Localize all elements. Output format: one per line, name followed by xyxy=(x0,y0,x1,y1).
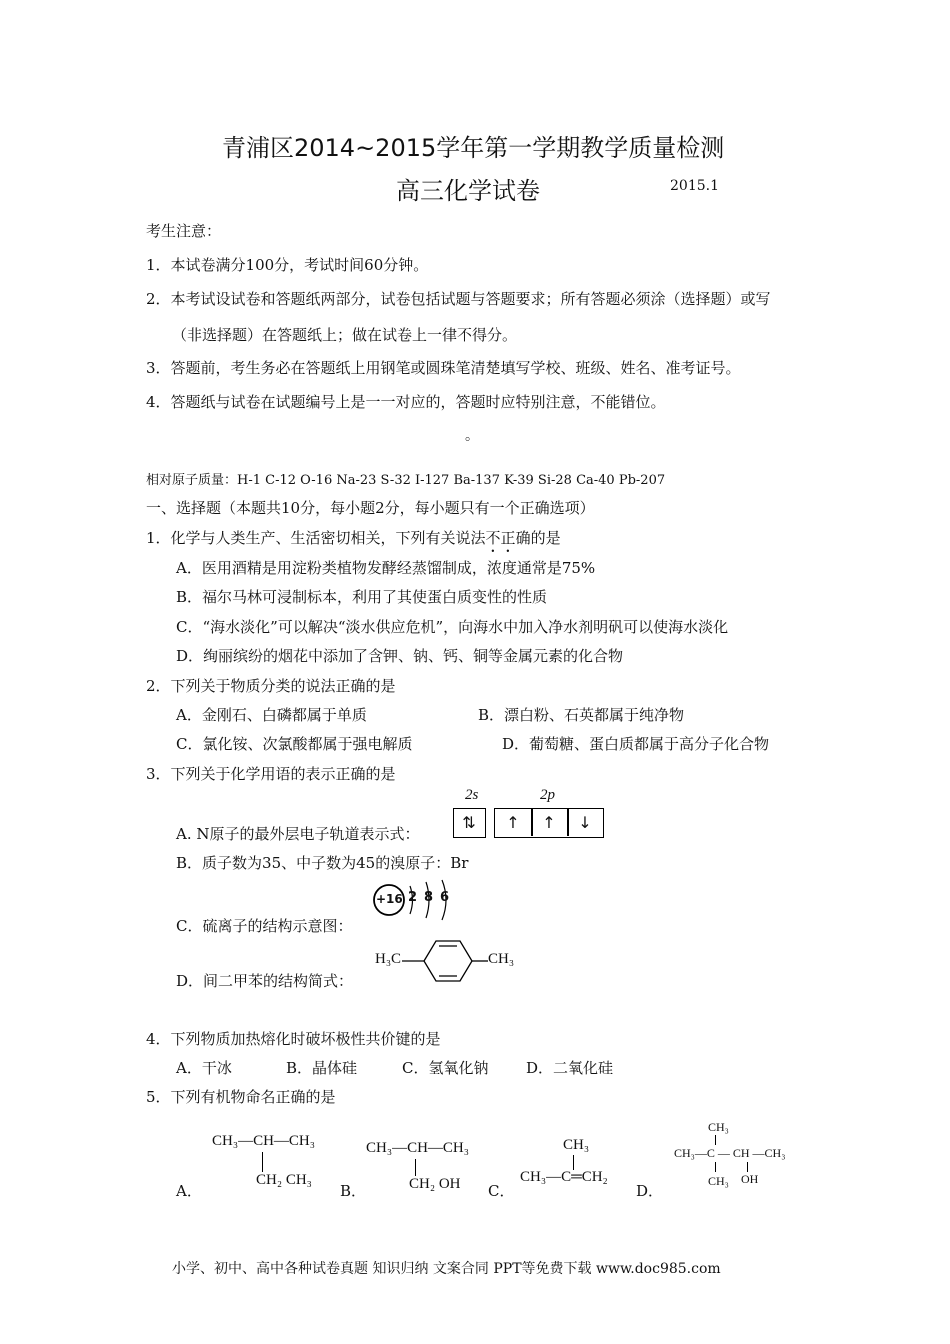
orbital-arrow-2p-3: ↓ xyxy=(578,813,592,832)
struct-d-main-chain: CH₃—C — CH —CH₃ xyxy=(674,1146,786,1160)
q2-option: C．氯化铵、次氯酸都属于强电解质 xyxy=(176,735,413,753)
notice-item: 1．本试卷满分100分，考试时间60分钟。 xyxy=(146,256,429,274)
page-title: 青浦区2014~2015学年第一学期教学质量检测 xyxy=(222,134,725,162)
orbital-box-2p xyxy=(494,808,604,838)
q1-option: A．医用酒精是用淀粉类植物发酵经蒸馏制成，浓度通常是75% xyxy=(176,559,596,577)
struct-c-bond xyxy=(573,1155,574,1170)
notice-item: （非选择题）在答题纸上；做在试卷上一律不得分。 xyxy=(172,326,518,344)
q1-stem-emphasis: 不正 xyxy=(485,529,516,547)
ion-shell-3: 6 xyxy=(440,890,450,905)
q5-label-d: D． xyxy=(636,1182,664,1200)
struct-d-bond-bottom xyxy=(715,1162,716,1172)
orbital-label-2p: 2p xyxy=(540,787,555,803)
struct-d-hydroxyl: OH xyxy=(741,1172,759,1186)
page-footer: 小学、初中、高中各种试卷真题 知识归纳 文案合同 PPT等免费下载 www.doc985.com xyxy=(172,1261,721,1277)
q2-option: B．漂白粉、石英都属于纯净物 xyxy=(478,706,685,724)
q5-label-a: A． xyxy=(176,1182,202,1200)
orbital-arrow-2p-2: ↑ xyxy=(542,813,556,832)
q4-option: D．二氧化硅 xyxy=(526,1059,614,1077)
exam-date: 2015.1 xyxy=(670,178,719,194)
orbital-arrows-2s: ⇅ xyxy=(462,813,476,832)
q5-label-b: B． xyxy=(340,1182,367,1200)
q1-stem-pre: 1．化学与人类生产、生活密切相关，下列有关说法 xyxy=(146,529,486,547)
benzene-ring-icon xyxy=(400,936,490,986)
q4-option: A．干冰 xyxy=(176,1059,232,1077)
q1-option: C．“海水淡化”可以解决“淡水供应危机”，向海水中加入净水剂明矾可以使海水淡化 xyxy=(176,618,729,636)
question-4-stem: 4．下列物质加热熔化时破坏极性共价键的是 xyxy=(146,1030,441,1048)
q4-option: C．氢氧化钠 xyxy=(402,1059,489,1077)
q1-stem-post: 确的是 xyxy=(515,529,561,547)
struct-b-bond xyxy=(415,1159,416,1176)
ion-nucleus-charge: +16 xyxy=(376,892,403,906)
notice-item: 4．答题纸与试卷在试题编号上是一一对应的，答题时应特别注意，不能错位。 xyxy=(146,393,666,411)
ion-shell-1: 2 xyxy=(408,890,418,905)
struct-d-bond-top xyxy=(715,1135,716,1145)
section-heading: 一、选择题（本题共10分，每小题2分，每小题只有一个正确选项） xyxy=(146,499,595,517)
notice-item: 3．答题前，考生务必在答题纸上用钢笔或圆珠笔清楚填写学校、班级、姓名、准考证号。 xyxy=(146,359,741,377)
orbital-label-2s: 2s xyxy=(465,787,479,803)
struct-c-main-chain: CH₃—C═CH₂ xyxy=(520,1169,608,1185)
q3-option-b: B．质子数为35、中子数为45的溴原子：Br xyxy=(176,854,469,872)
notice-item: 2．本考试设试卷和答题纸两部分，试卷包括试题与答题要求；所有答题必须涂（选择题）或写 xyxy=(146,290,771,308)
ion-shell-2: 8 xyxy=(424,890,434,905)
xylene-right-group: CH₃ xyxy=(488,951,515,967)
q3-option-d: D．间二甲苯的结构简式： xyxy=(176,972,354,990)
notice-heading: 考生注意： xyxy=(146,222,222,240)
q3-option-c: C．硫离子的结构示意图： xyxy=(176,917,353,935)
struct-d-top-methyl: CH₃ xyxy=(708,1120,729,1134)
q4-option: B．晶体硅 xyxy=(286,1059,358,1077)
struct-a-main-chain: CH₃—CH—CH₃ xyxy=(212,1133,315,1149)
struct-d-bond-oh xyxy=(747,1162,748,1172)
struct-b-main-chain: CH₃—CH—CH₃ xyxy=(366,1140,469,1156)
page-subtitle: 高三化学试卷 xyxy=(396,177,540,205)
q2-option: A．金刚石、白磷都属于单质 xyxy=(176,706,367,724)
atomic-masses: 相对原子质量：H-1 C-12 O-16 Na-23 S-32 I-127 Ba-137 K-39 Si-28 Ca-40 Pb-207 xyxy=(146,473,666,488)
question-2-stem: 2．下列关于物质分类的说法正确的是 xyxy=(146,677,396,695)
question-5-stem: 5．下列有机物命名正确的是 xyxy=(146,1088,336,1106)
q2-option: D．葡萄糖、蛋白质都属于高分子化合物 xyxy=(502,735,770,753)
struct-d-bottom-methyl: CH₃ xyxy=(708,1174,729,1188)
orbital-box-2s xyxy=(453,808,486,838)
q1-option: B．福尔马林可浸制标本，利用了其使蛋白质变性的性质 xyxy=(176,588,548,606)
q1-option: D．绚丽缤纷的烟花中添加了含钾、钠、钙、铜等金属元素的化合物 xyxy=(176,647,624,665)
question-1-stem xyxy=(146,527,561,556)
q5-label-c: C． xyxy=(488,1182,515,1200)
struct-a-bond xyxy=(262,1152,263,1172)
stray-mark: 。 xyxy=(465,428,479,444)
q3-option-a: A. N原子的最外层电子轨道表示式： xyxy=(176,825,420,843)
orbital-arrow-2p-1: ↑ xyxy=(506,813,520,832)
struct-c-methyl: CH₃ xyxy=(563,1137,590,1153)
struct-a-branch: CH₂ CH₃ xyxy=(256,1172,312,1188)
question-3-stem: 3．下列关于化学用语的表示正确的是 xyxy=(146,765,396,783)
xylene-left-group: H₃C xyxy=(375,951,402,967)
struct-b-branch: CH₂ OH xyxy=(409,1176,461,1192)
